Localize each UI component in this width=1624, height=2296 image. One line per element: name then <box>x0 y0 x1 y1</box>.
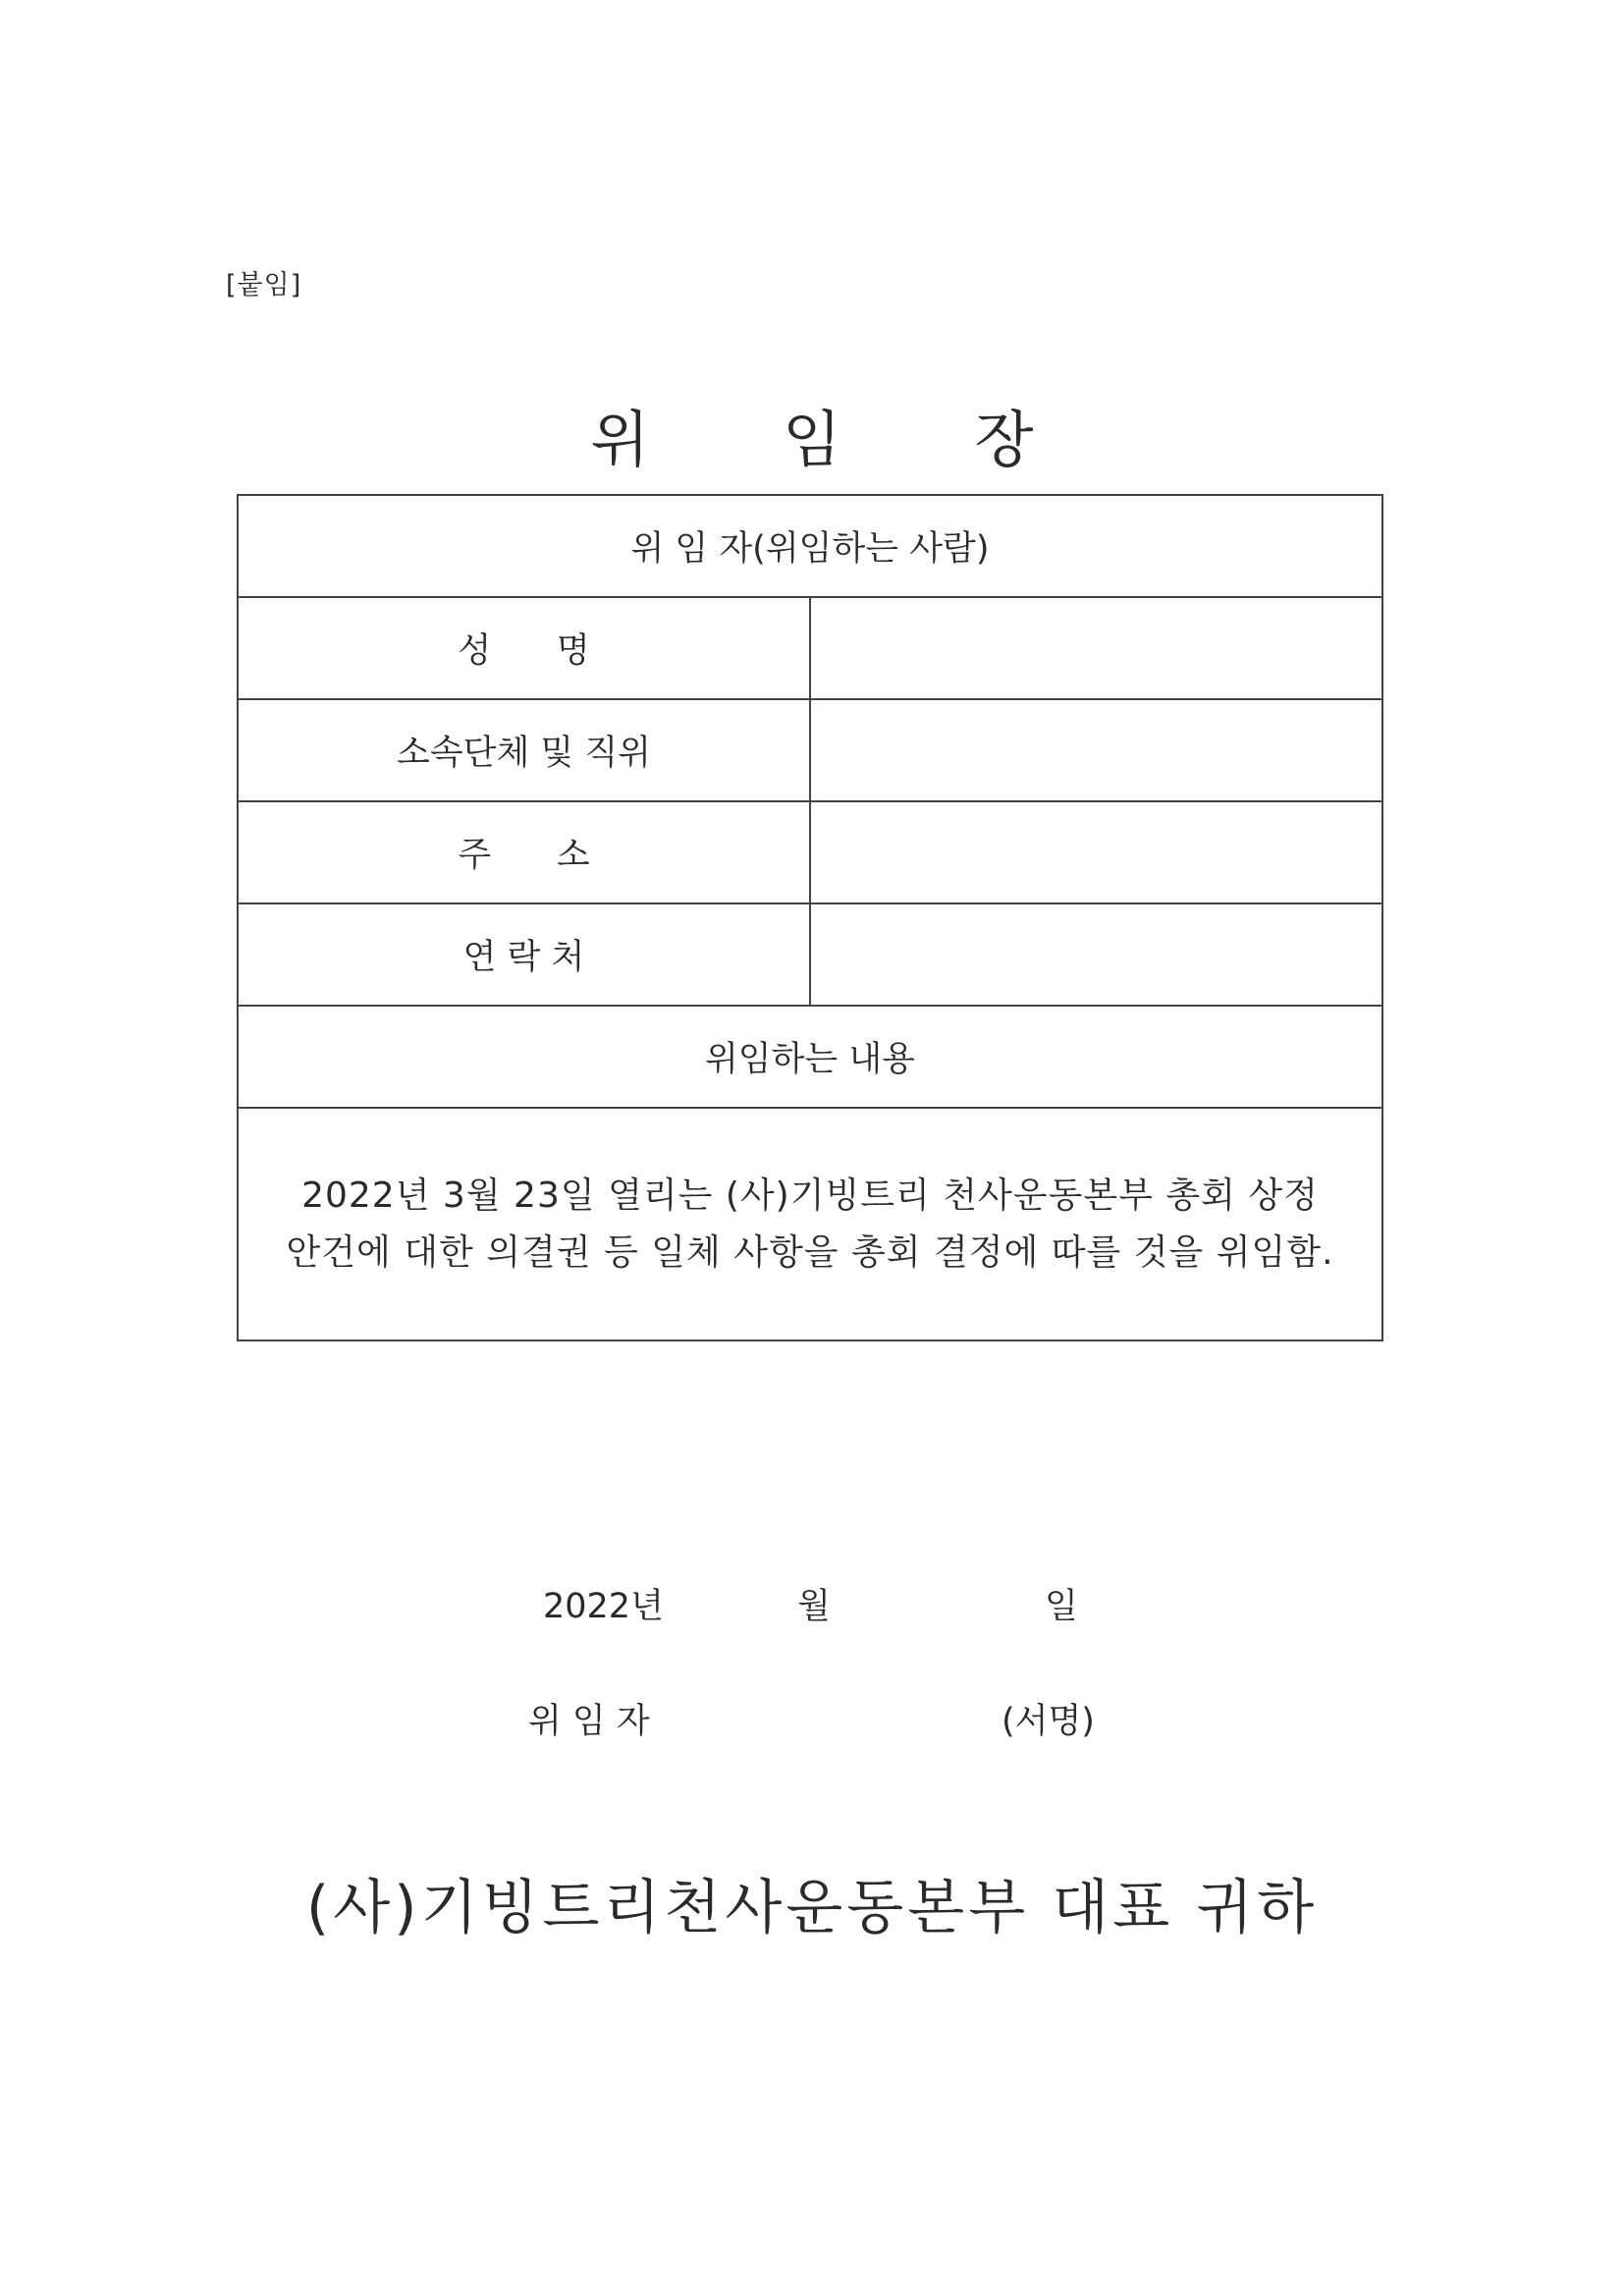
date-month: 월 <box>797 1587 831 1626</box>
address-row <box>238 801 1382 903</box>
content-header-row <box>238 1006 1382 1108</box>
address-field[interactable] <box>810 801 1382 903</box>
address-label: 주 소 <box>238 801 810 903</box>
affiliation-row <box>238 699 1382 801</box>
affiliation-label: 소속단체 및 직위 <box>238 699 810 801</box>
date-year: 2022년 <box>543 1587 664 1626</box>
content-row <box>238 1108 1382 1340</box>
document-title: 위 임 장 <box>590 404 1091 475</box>
contact-row <box>238 903 1382 1006</box>
contact-label: 연 락 처 <box>238 903 810 1006</box>
delegator-header: 위 임 자(위임하는 사람) <box>238 495 1382 597</box>
content-line: 2022년 3월 23일 열리는 (사)기빙트리 천사운동본부 총회 상정 <box>301 1175 1319 1216</box>
attachment-label: [붙임] <box>226 270 302 301</box>
content-header: 위임하는 내용 <box>238 1006 1382 1108</box>
content-cell <box>238 1108 1382 1340</box>
date-day: 일 <box>1045 1587 1078 1626</box>
name-field[interactable] <box>810 597 1382 699</box>
content-line: 안건에 대한 의결권 등 일체 사항을 총회 결정에 따를 것을 위임함. <box>286 1231 1334 1273</box>
affiliation-field[interactable] <box>810 699 1382 801</box>
name-label: 성 명 <box>238 597 810 699</box>
name-row <box>238 597 1382 699</box>
addressee: (사)기빙트리천사운동본부 대표 귀하 <box>305 1874 1319 1942</box>
delegation-form-table <box>237 494 1383 1341</box>
contact-field[interactable] <box>810 903 1382 1006</box>
delegator-header-row <box>238 495 1382 597</box>
signature-placeholder: (서명) <box>1001 1702 1095 1741</box>
signature-label: 위 임 자 <box>528 1702 650 1741</box>
